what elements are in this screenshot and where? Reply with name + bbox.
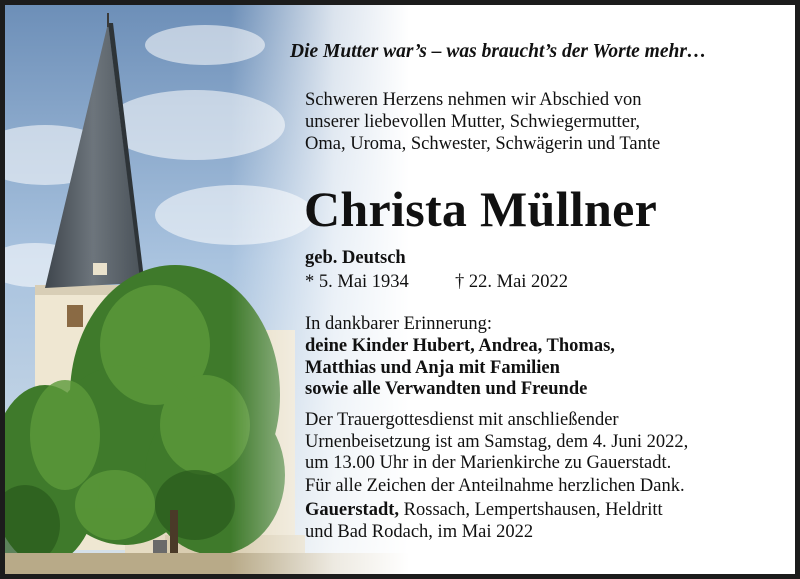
mourners [305, 336, 615, 401]
intro-line: Schweren Herzens nehmen wir Abschied von [305, 90, 642, 110]
mourners-line: deine Kinder Hubert, Andrea, Thomas, [305, 336, 615, 356]
place-line-2: und Bad Rodach, im Mai 2022 [305, 521, 534, 542]
birth-date: * 5. Mai 1934 [305, 272, 409, 292]
intro-line: Oma, Uroma, Schwester, Schwägerin und Tante [305, 134, 661, 154]
service-line: Der Trauergottesdienst mit anschließender [305, 410, 619, 430]
service-line: Urnenbeisetzung ist am Samstag, dem 4. Juni 2022, [305, 431, 689, 452]
maiden-name: geb. Deutsch [305, 248, 406, 268]
notice-text [5, 5, 795, 574]
mourners-line: sowie alle Verwandten und Freunde [305, 379, 588, 399]
thanks-line: Für alle Zeichen der Anteilnahme herzlichen Dank. [305, 476, 685, 496]
place-date [305, 500, 663, 543]
mourners-line: Matthias und Anja mit Familien [305, 357, 560, 378]
service-line: um 13.00 Uhr in der Marienkirche zu Gauerstadt. [305, 453, 672, 473]
service-info [305, 410, 688, 475]
place-bold: Gauerstadt, [305, 500, 400, 520]
deceased-name: Christa Müllner [304, 181, 658, 237]
intro-line: unserer liebevollen Mutter, Schwiegermutter, [305, 112, 641, 132]
motto: Die Mutter war’s – was braucht’s der Worte mehr… [290, 41, 707, 62]
memory-line: In dankbarer Erinnerung: [305, 314, 492, 334]
intro-text [305, 89, 660, 155]
place-rest: Rossach, Lempertshausen, Heldritt [399, 500, 663, 520]
death-date: † 22. Mai 2022 [455, 272, 569, 292]
place-line [305, 500, 663, 522]
